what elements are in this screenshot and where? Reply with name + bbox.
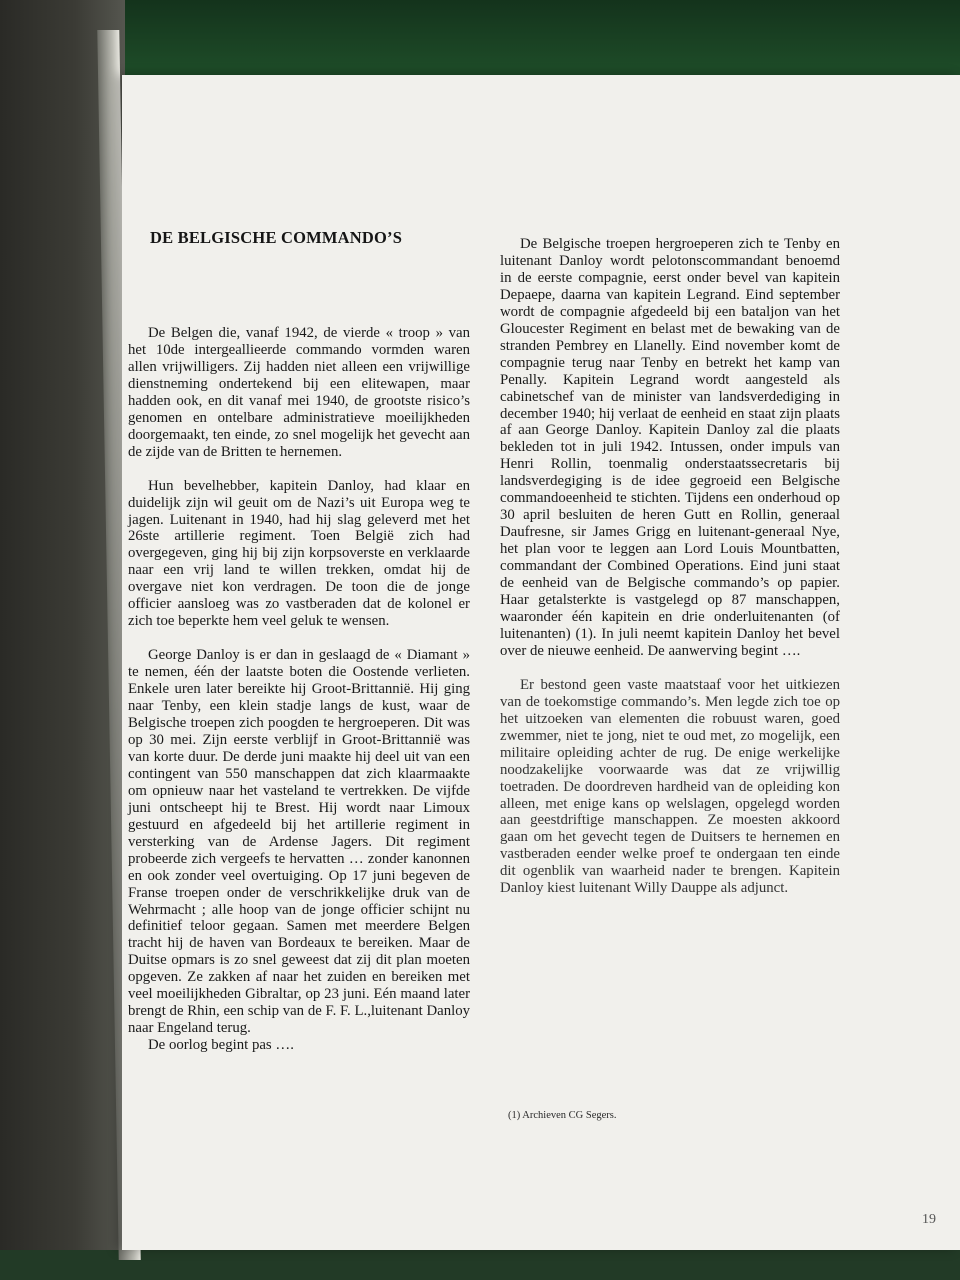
- paragraph: George Danloy is er dan in geslaagd de « Diamant » te nemen, één der laatste boten die Oostende verlieten. Enkele uren later bereikte hij Groot-Brittannië. Hij ging naar Tenby, een klein stadje langs de kust, waar de Belgische troepen zich poogden te hergroeperen. Dit was op 30 mei. Zijn eerste verblijf in Groot-Brittannië was van korte duur. De derde juni maakte hij deel uit van een contingent van 550 manschappen dat zich klaarmaakte om opnieuw naar het vasteland te vertrekken. De vijfde juni ontscheept hij te Brest. Hij wordt naar Limoux gestuurd en afgedeeld bij het artillerie regiment in versterking van de Ardense Jagers. Dit regiment probeerde zich vergeefs te hervatten … zonder kanonnen en ook zonder veel overtuiging. Op 17 juni begeven de Franse troepen onder de verschrikkelijke druk van de Wehrmacht ; alle hoop van de jonge officier schijnt nu definitief teloor gegaan. Samen met meerdere Belgen tracht hij de haven van Bordeaux te bereiken. Maar de Duitse opmars is zo snel geweest dat zij dit plan moeten opgeven. Ze zakken af naar het zuiden en bereiken met veel moeilijkheden Gibraltar, op 23 juni. Eén maand later brengt de Rhin, een schip van de F. F. L.,luitenant Danloy naar Engeland terug.: [128, 647, 470, 1037]
- page-title: DE BELGISCHE COMMANDO’S: [150, 228, 403, 247]
- paragraph: De Belgen die, vanaf 1942, de vierde « troop » van het 10de intergeallieerde commando vormden waren allen vrijwilligers. Zij hadden niet alleen een vrijwillige dienstneming ondertekend bij een elitewapen, maar hadden ook, en dit vanaf mei 1940, de grootste risico’s genomen en ontelbare administratieve moeilijkheden doorgemaakt, ten einde, zo snel mogelijk het gevecht aan de zijde van de Britten te hernemen.: [128, 325, 470, 460]
- paragraph: Er bestond geen vaste maatstaaf voor het uitkiezen van de toekomstige commando’s. Men legde zich toe op het uitzoeken van elementen die robuust waren, goed zwemmer, niet te jong, niet te oud met, zo mogelijk, een militaire opleiding achter de rug. De enige werkelijke noodzakelijke voorwaarde was dat ze vrijwillig toetraden. De doordreven hardheid van de opleiding kon alleen, met enige kans op welslagen, opgelegd worden aan geestdriftige manschappen. Ze moesten akkoord gaan om het gevecht tegen de Duitsers te hernemen en vastberaden eender welke proef te ondergaan ten einde dit ogenblik van waarheid nader te brengen. Kapitein Danloy kiest luitenant Willy Dauppe als adjunct.: [500, 676, 840, 897]
- page-number: 19: [922, 1212, 936, 1227]
- paragraph: Hun bevelhebber, kapitein Danloy, had klaar en duidelijk zijn wil geuit om de Nazi’s uit Europa weg te jagen. Luitenant in 1940, had hij slag geleverd met het 26ste artillerie regiment. Toen België zich had overgegeven, ging hij bij zijn korpsoverste en verklaarde naar een vrij land te willen trekken, omdat hij de overgave niet kon verdragen. De toon die de jonge officier aansloeg was zo vastberaden dat de kolonel er zich toe beperkte hem veel geluk te wensen.: [128, 477, 470, 630]
- paragraph: De oorlog begint pas ….: [148, 1037, 294, 1054]
- background-bottom: [0, 1250, 960, 1280]
- left-column: [128, 325, 470, 1054]
- paragraph: De Belgische troepen hergroeperen zich te Tenby en luitenant Danloy wordt pelotonscommandant benoemd in de eerste compagnie, eerst onder bevel van kapitein Depaepe, daarna van kapitein Legrand. Eind september wordt de compagnie afgedeeld bij een bataljon van het Gloucester Regiment en belast met de bewaking van de stranden Pembrey en Llanelly. Eind november komt de compagnie terug naar Tenby en betrekt het kamp van Penally. Kapitein Legrand wordt aangesteld als cabinetschef van de minister van landsverdediging in december 1940; hij verlaat de eenheid en staat zijn plaats af aan George Danloy. Kapitein Danloy zal die plaats bekleden tot in juli 1942. Intussen, onder impuls van Henri Rollin, toenmalig onderstaatssecretaris bij landsverdegiging is de idee gegroeid een Belgische commandoeenheid te stichten. Tijdens een onderhoud op 30 april besluiten de heren Gutt en Rollin, generaal Daufresne, sir James Grigg en luitenant-generaal Nye, het plan voor te leggen aan Lord Louis Mountbatten, commandant der Combined Operations. Eind juni staat de eenheid van de Belgische commando’s op papier. Haar getalsterkte is vastgelegd op 87 manschappen, waaronder één kapitein en drie onderluitenanten (of luitenanten) (1). In juli neemt kapitein Danloy het bevel over de nieuwe eenheid. De aanwerving begint ….: [500, 236, 840, 659]
- footnote: (1) Archieven CG Segers.: [508, 1110, 617, 1121]
- right-column: [500, 236, 840, 897]
